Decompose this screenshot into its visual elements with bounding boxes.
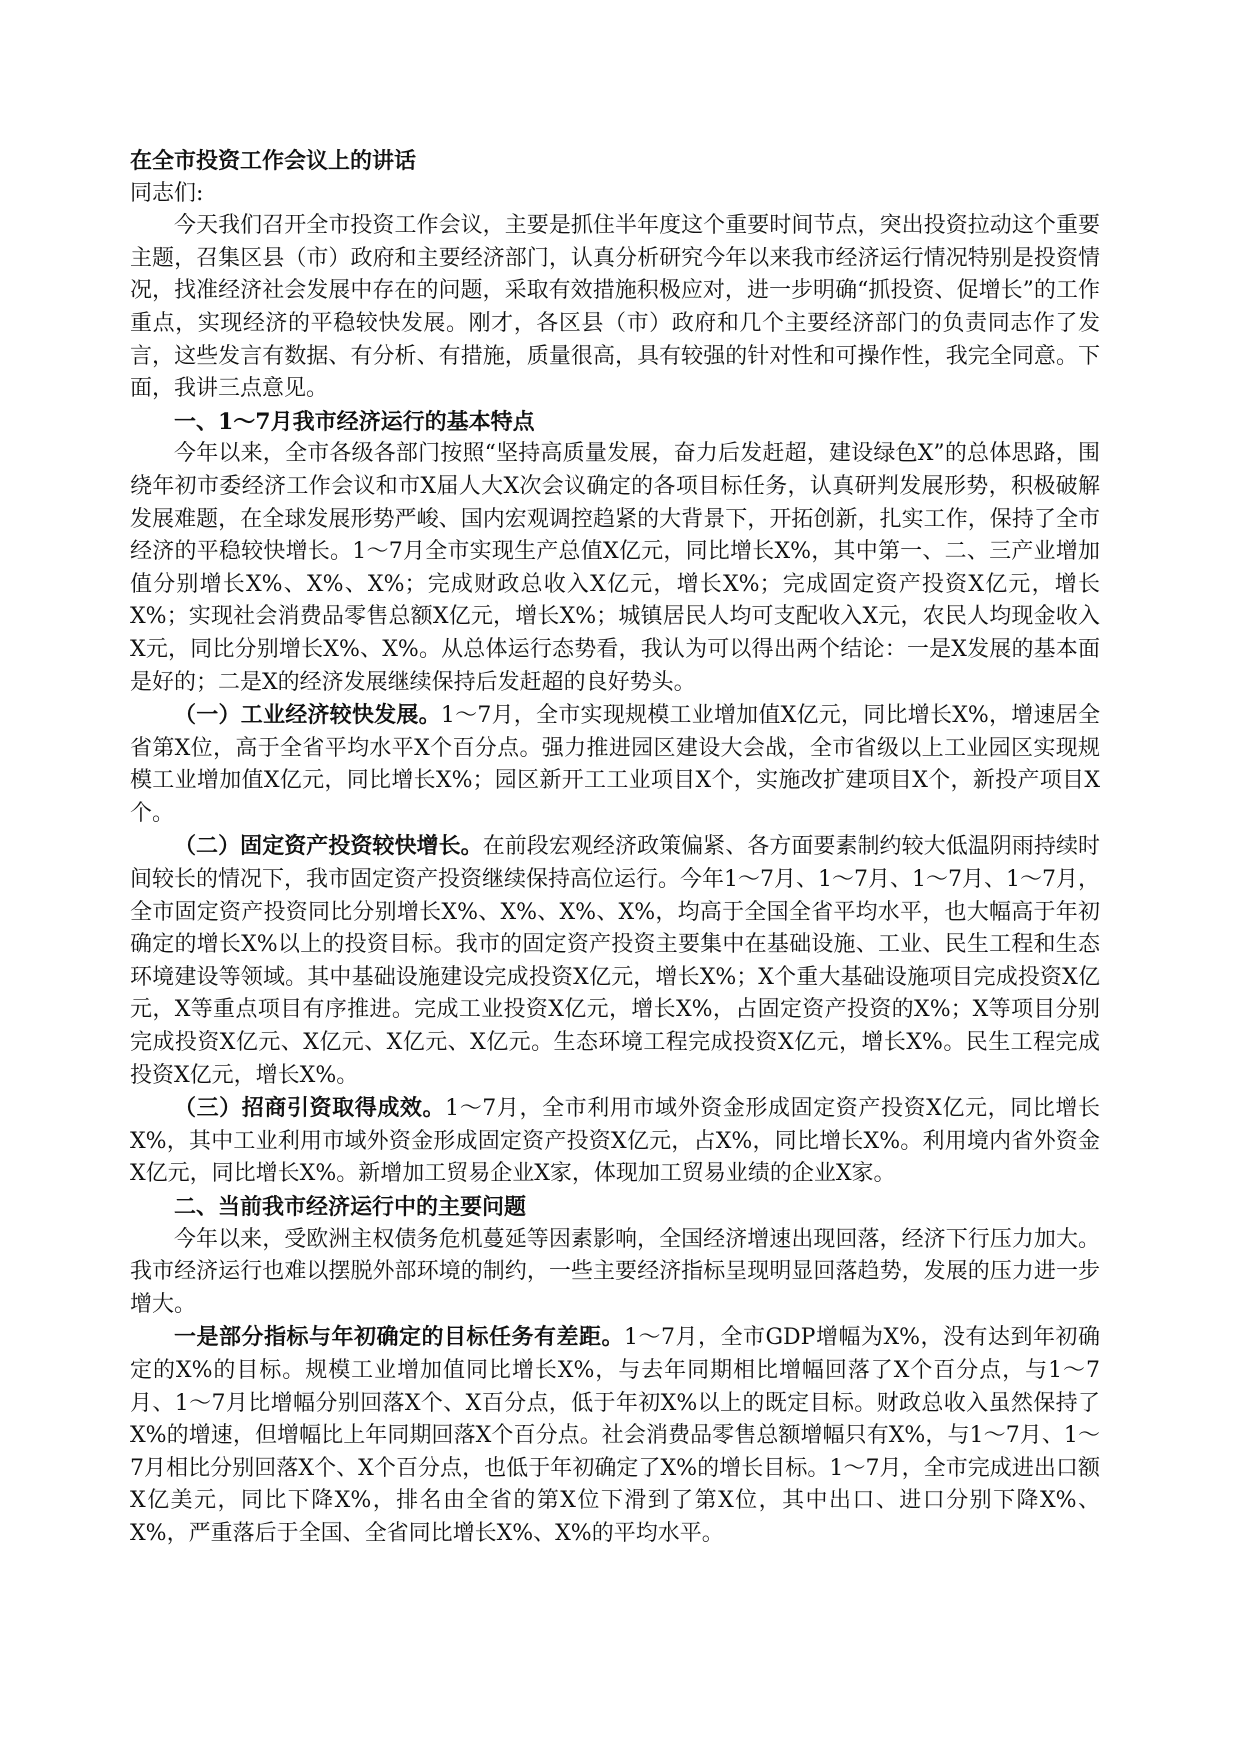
section2-heading: 二、当前我市经济运行中的主要问题: [174, 1194, 527, 1220]
section1-heading: 一、1～7月我市经济运行的基本特点: [174, 408, 535, 435]
section2-point1-lead: 一是部分指标与年初确定的目标任务有差距。: [174, 1324, 624, 1351]
document-title: 在全市投资工作会议上的讲话: [130, 148, 417, 174]
section1-point1-text: 1～7月，全市实现规模工业增加值X亿元，同比增长X%，增速居全省第X位，高于全省平均水平X个百分点。强力推进园区建设大会战，全市省级以上工业园区实现规模工业增加值X亿元，同比增长X%；园区新开工工业项目X个，实施改扩建项目X个，新投产项目X个。: [130, 703, 1100, 826]
section1-point3: [130, 1092, 1100, 1191]
section1-point2-text: 在前段宏观经济政策偏紧、各方面要素制约较大低温阴雨持续时间较长的情况下，我市固定资产投资继续保持高位运行。今年1～7月、1～7月、1～7月、1～7月，全市固定资产投资同比分别增长X%、X%、X%、X%，均高于全国全省平均水平，也大幅高于年初确定的增长X%以上的投资目标。我市的固定资产投资主要集中在基础设施、工业、民生工程和生态环境建设等领域。其中基础设施建设完成投资X亿元，增长X%；X个重大基础设施项目完成投资X亿元，X等重点项目有序推进。完成工业投资X亿元，增长X%，占固定资产投资的X%；X等项目分别完成投资X亿元、X亿元、X亿元、X亿元。生态环境工程完成投资X亿元，增长X%。民生工程完成投资X亿元，增长X%。: [130, 834, 1100, 1088]
section2-point1: [130, 1321, 1100, 1550]
section1-point1-lead: （一）工业经济较快发展。: [174, 702, 441, 729]
section2-body: 今年以来，受欧洲主权债务危机蔓延等因素影响，全国经济增速出现回落，经济下行压力加大。我市经济运行也难以摆脱外部环境的制约，一些主要经济指标呈现明显回落趋势，发展的压力进一步增大。: [130, 1226, 1100, 1317]
section2-point1-text: 1～7月，全市GDP增幅为X%，没有达到年初确定的X%的目标。规模工业增加值同比增长X%，与去年同期相比增幅回落了X个百分点，与1～7月、1～7月比增幅分别回落X个、X百分点，低于年初X%以上的既定目标。财政总收入虽然保持了X%的增速，但增幅比上年同期回落X个百分点。社会消费品零售总额增幅只有X%，与1～7月、1～7月相比分别回落X个、X个百分点，也低于年初确定了X%的增长目标。1～7月，全市完成进出口额X亿美元，同比下降X%，排名由全省的第X位下滑到了第X位，其中出口、进口分别下降X%、X%，严重落后于全国、全省同比增长X%、X%的平均水平。: [130, 1325, 1101, 1546]
section1-point1: [130, 699, 1100, 830]
intro-paragraph: 今天我们召开全市投资工作会议，主要是抓住半年度这个重要时间节点，突出投资拉动这个重要主题，召集区县（市）政府和主要经济部门，认真分析研究今年以来我市经济运行情况特别是投资情况，找准经济社会发展中存在的问题，采取有效措施积极应对，进一步明确“抓投资、促增长”的工作重点，实现经济的平稳较快发展。刚才，各区县（市）政府和几个主要经济部门的负责同志作了发言，这些发言有数据、有分析、有措施，质量很高，具有较强的针对性和可操作性，我完全同意。下面，我讲三点意见。: [130, 213, 1100, 402]
section1-point2-lead: （二）固定资产投资较快增长。: [174, 833, 483, 860]
section1-point3-lead: （三）招商引资取得成效。: [174, 1095, 446, 1122]
salutation: 同志们:: [130, 180, 204, 206]
document-page: [130, 145, 1100, 1551]
section1-point3-text: 1～7月，全市利用市域外资金形成固定资产投资X亿元，同比增长X%，其中工业利用市域外资金形成固定资产投资X亿元，占X%，同比增长X%。利用境内省外资金X亿元，同比增长X%。新增加工贸易企业X家，体现加工贸易业绩的企业X家。: [130, 1096, 1100, 1187]
section1-body: 今年以来，全市各级各部门按照“坚持高质量发展，奋力后发赶超，建设绿色X”的总体思路，围绕年初市委经济工作会议和市X届人大X次会议确定的各项目标任务，认真研判发展形势，积极破解发展难题，在全球发展形势严峻、国内宏观调控趋紧的大背景下，开拓创新，扎实工作，保持了全市经济的平稳较快增长。1～7月全市实现生产总值X亿元，同比增长X%，其中第一、二、三产业增加值分别增长X%、X%、X%；完成财政总收入X亿元，增长X%；完成固定资产投资X亿元，增长X%；实现社会消费品零售总额X亿元，增长X%；城镇居民人均可支配收入X元，农民人均现金收入X元，同比分别增长X%、X%。从总体运行态势看，我认为可以得出两个结论：一是X发展的基本面是好的；二是X的经济发展继续保持后发赶超的良好势头。: [130, 441, 1100, 695]
section1-point2: [130, 830, 1100, 1092]
